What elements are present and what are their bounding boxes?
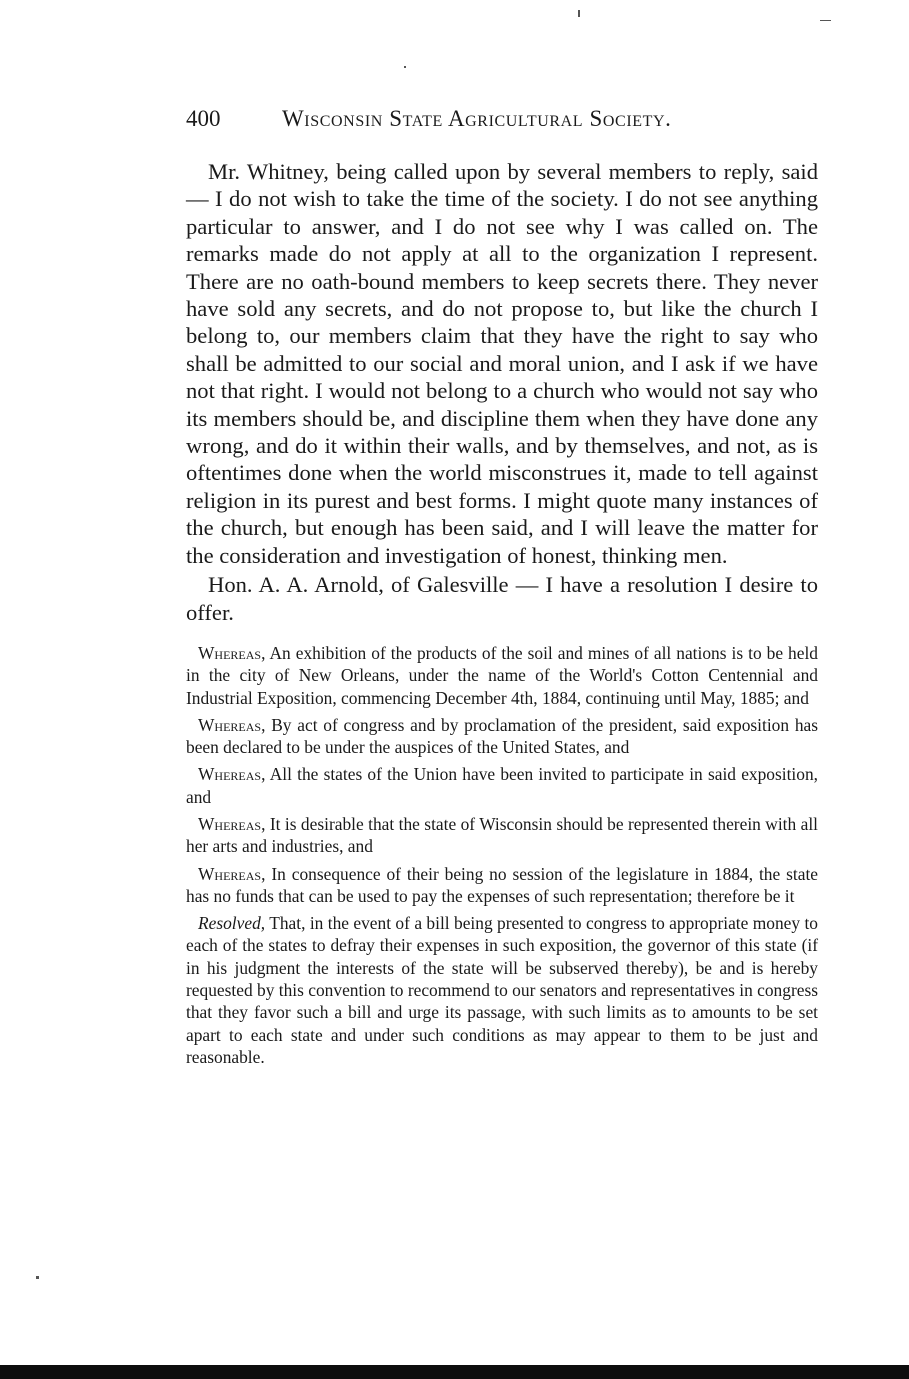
page-number: 400	[186, 106, 221, 131]
clause-lead: Whereas,	[198, 642, 266, 663]
clause-lead: Whereas,	[198, 863, 266, 884]
scan-bottom-edge	[0, 1365, 909, 1379]
whereas-clause-no-funds	[186, 863, 818, 908]
scan-speck	[820, 20, 831, 21]
clause-lead: Resolved,	[198, 913, 266, 934]
running-title: Wisconsin State Agricultural Society.	[282, 106, 672, 131]
whereas-clause-wisconsin	[186, 813, 818, 858]
scan-speck	[404, 66, 406, 68]
clause-text: An exhibition of the products of the soil and mines of all nations is to be held in the city of New Orleans, under the name of the World's Cotton Centennial and Industrial Exposition, commencing December 4th, 1884, continuing until May, 1885; and	[186, 642, 818, 708]
arnold-intro-paragraph: Hon. A. A. Arnold, of Galesville — I have a resolution I desire to offer.	[186, 572, 818, 625]
clause-lead: Whereas,	[198, 813, 266, 834]
scan-speck	[36, 1276, 39, 1279]
whereas-clause-exhibition	[186, 642, 818, 709]
resolved-clause	[186, 912, 818, 1068]
page-body	[186, 158, 818, 1073]
whereas-clause-congress	[186, 714, 818, 759]
clause-text: In consequence of their being no session of the legislature in 1884, the state has no funds that can be used to pay the expenses of such representation; therefore be it	[186, 863, 818, 906]
scan-speck	[578, 10, 580, 17]
clause-text: It is desirable that the state of Wisconsin should be represented therein with all her arts and industries, and	[186, 813, 818, 857]
clause-text: That, in the event of a bill being presented to congress to appropriate money to each of the states to defray their expenses in such exposition, the governor of this state (if in his judgment the interests of the state will be subserved thereby), be and is hereby requested by this convention to recommend to our senators and representatives in congress that they favor such a bill and urge its passage, with such limits as to amounts to be set apart to each state and under such conditions as may appear to them to be just and reasonable.	[186, 913, 818, 1067]
whitney-reply-paragraph: Mr. Whitney, being called upon by several members to reply, said — I do not wish to take the time of the society. I do not see anything particular to answer, and I do not see why I was called on. The remarks made do not apply at all to the organization I represent. There are no oath-bound members to keep secrets there. They never have sold any secrets, and do not propose to, but like the church I belong to, our members claim that they have the right to say who shall be admitted to our social and moral union, and I ask if we have not that right. I would not belong to a church who would not say who its members should be, and discipline them when they have done any wrong, and do it within their walls, and by themselves, and not, as is oftentimes done when the world misconstrues it, made to tell against religion in its purest and best forms. I might quote many instances of the church, but enough has been said, and I will leave the matter for the consideration and investigation of honest, thinking men.	[186, 159, 818, 568]
running-header	[186, 106, 746, 140]
clause-text: All the states of the Union have been invited to participate in said exposition, and	[186, 764, 818, 807]
clause-text: By act of congress and by proclamation of the president, said exposition has been declared to be under the auspices of the United States, and	[186, 714, 818, 758]
resolution-text	[186, 642, 818, 1068]
clause-lead: Whereas,	[198, 714, 266, 735]
clause-lead: Whereas,	[198, 764, 266, 785]
whereas-clause-states-invited	[186, 763, 818, 808]
